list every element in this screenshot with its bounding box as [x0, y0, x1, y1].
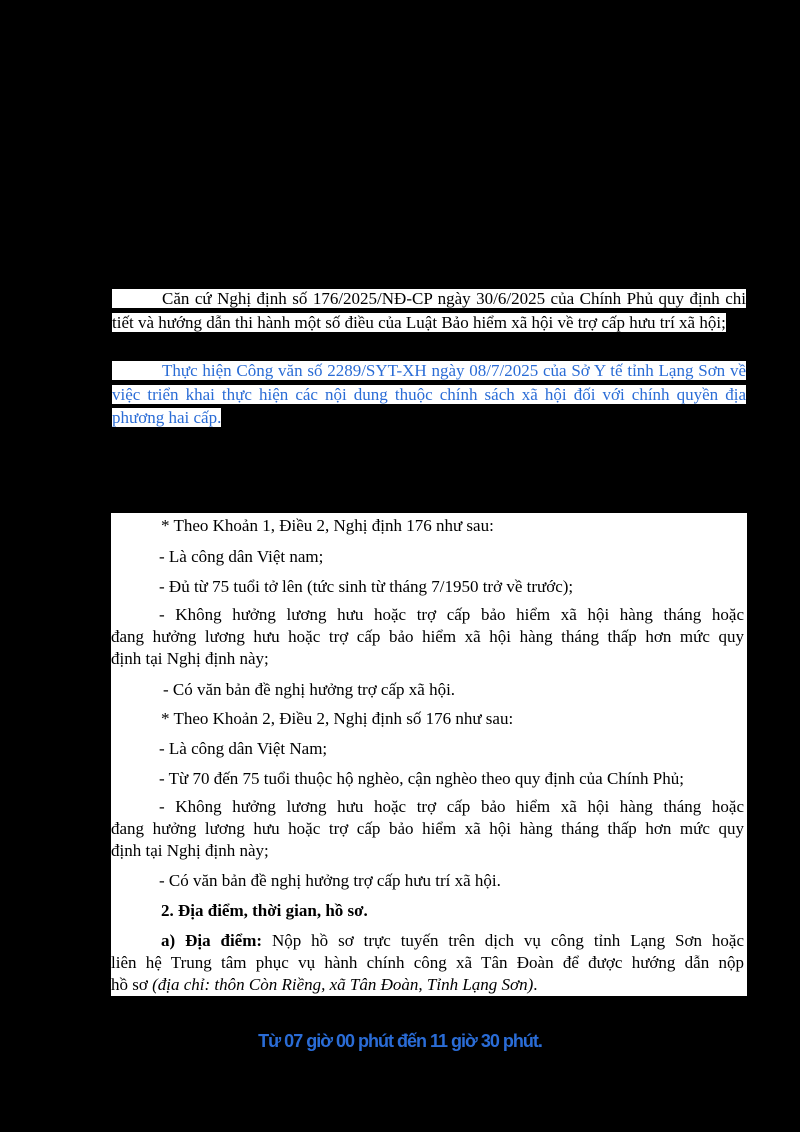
k1-item-request: - Có văn bản đề nghị hưởng trợ cấp xã hội. — [163, 680, 456, 699]
k2-item-pension-l1: - Không hưởng lương hưu hoặc trợ cấp bảo hiểm xã hội hàng tháng hoặc — [159, 797, 744, 816]
k2-item-pension-l2: đang hưởng lương hưu hoặc trợ cấp bảo hiểm xã hội hàng tháng thấp hơn mức quy — [111, 819, 744, 838]
k2-item-citizen: - Là công dân Việt Nam; — [159, 739, 328, 758]
eligibility-panel — [111, 513, 747, 996]
k1-item-pension-l1: - Không hưởng lương hưu hoặc trợ cấp bảo hiểm xã hội hàng tháng hoặc — [159, 605, 744, 624]
k1-item-age: - Đủ từ 75 tuổi tở lên (tức sinh từ tháng 7/1950 trở về trước); — [159, 577, 574, 596]
location-line-1 — [161, 931, 744, 951]
location-line-2: liên hệ Trung tâm phục vụ hành chính công xã Tân Đoàn để được hướng dẫn nộp — [111, 953, 744, 972]
location-text-3: hồ sơ — [111, 975, 148, 994]
k1-item-citizen: - Là công dân Việt nam; — [159, 547, 324, 566]
k2-item-request: - Có văn bản đề nghị hưởng trợ cấp hưu trí xã hội. — [159, 871, 501, 890]
k2-item-pension-l3: định tại Nghị định này; — [111, 841, 269, 860]
implementation-text: Thực hiện Công văn số 2289/SYT-XH ngày 08/7/2025 của Sở Y tế tỉnh Lạng Sơn về việc triển khai thực hiện các nội dung thuộc chính sách xã hội đối với chính quyền địa phương hai cấp. — [112, 361, 746, 427]
location-address: (địa chỉ: thôn Còn Riềng, xã Tân Đoàn, Tỉnh Lạng Sơn) — [152, 975, 534, 994]
location-label: a) Địa điểm: — [161, 931, 263, 950]
location-end: . — [533, 975, 538, 994]
k2-heading: * Theo Khoản 2, Điều 2, Nghị định số 176 như sau: — [161, 709, 514, 728]
k2-item-age: - Từ 70 đến 75 tuổi thuộc hộ nghèo, cận nghèo theo quy định của Chính Phủ; — [159, 769, 684, 788]
working-hours-text: Từ 07 giờ 00 phút đến 11 giờ 30 phút. — [258, 1031, 542, 1051]
section-2-title: 2. Địa điểm, thời gian, hồ sơ. — [161, 901, 368, 920]
k1-item-pension-l3: định tại Nghị định này; — [111, 649, 269, 668]
k1-item-pension-l2: đang hưởng lương hưu hoặc trợ cấp bảo hiểm xã hội hàng tháng thấp hơn mức quy — [111, 627, 744, 646]
k1-heading: * Theo Khoản 1, Điều 2, Nghị định 176 như sau: — [161, 516, 494, 535]
legal-basis-paragraph — [112, 287, 746, 334]
legal-basis-text: Căn cứ Nghị định số 176/2025/NĐ-CP ngày 30/6/2025 của Chính Phủ quy định chi tiết và hướng dẫn thi hành một số điều của Luật Bảo hiểm xã hội về trợ cấp hưu trí xã hội; — [112, 289, 746, 332]
location-text-1: Nộp hồ sơ trực tuyến trên dịch vụ công tỉnh Lạng Sơn hoặc — [271, 931, 744, 950]
location-line-3 — [111, 975, 747, 995]
implementation-paragraph — [112, 359, 746, 430]
